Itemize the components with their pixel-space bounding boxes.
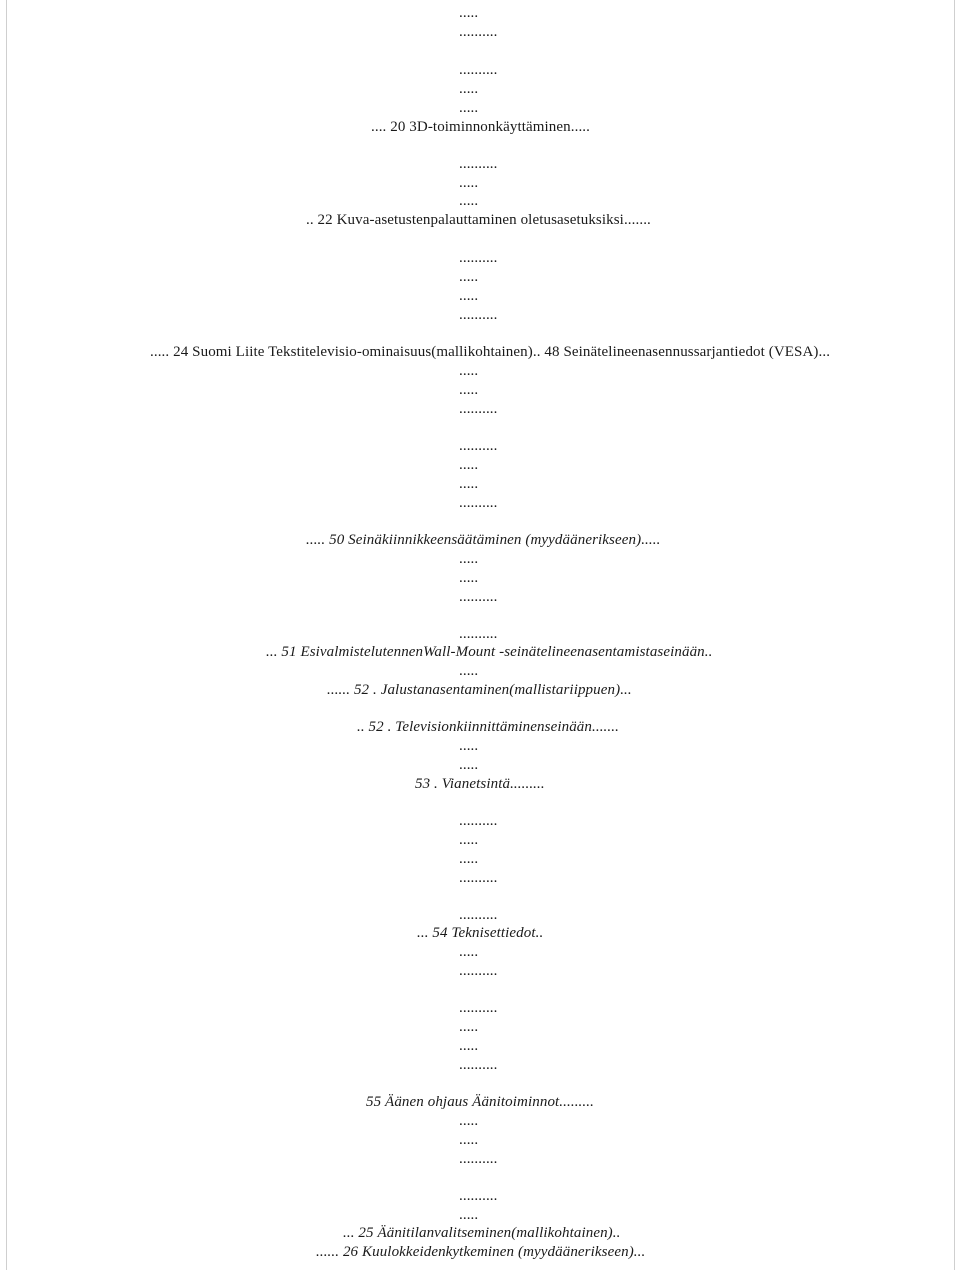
toc-line: .......... bbox=[459, 1000, 498, 1016]
toc-line: ..... bbox=[459, 175, 479, 191]
toc-line: ..... bbox=[459, 100, 479, 116]
toc-entry-aanitila: ... 25 Äänitilanvalitseminen(mallikohtainen).. bbox=[343, 1225, 621, 1241]
toc-line: ..... bbox=[459, 570, 479, 586]
toc-line: ..... bbox=[459, 5, 479, 21]
toc-line: ..... bbox=[459, 757, 479, 773]
toc-line: ..... bbox=[459, 1038, 479, 1054]
toc-line: ..... bbox=[459, 457, 479, 473]
toc-line: ..... bbox=[459, 1132, 479, 1148]
toc-entry-kuulokkeet: ...... 26 Kuulokkeidenkytkeminen (myydäänerikseen)... bbox=[316, 1244, 646, 1260]
toc-line: ..... bbox=[459, 851, 479, 867]
toc-line: .......... bbox=[459, 24, 498, 40]
toc-entry-tekniset: ... 54 Teknisettiedot.. bbox=[417, 925, 544, 941]
toc-line: ..... bbox=[459, 738, 479, 754]
toc-line: .......... bbox=[459, 250, 498, 266]
toc-entry-liite: ..... 24 Suomi Liite Tekstitelevisio-ominaisuus(mallikohtainen).. 48 Seinätelineenasennussarjantiedot (VESA)... bbox=[150, 344, 831, 360]
toc-line: ..... bbox=[459, 832, 479, 848]
toc-line: ..... bbox=[459, 81, 479, 97]
toc-line: .......... bbox=[459, 813, 498, 829]
toc-entry-kuva-asetukset: .. 22 Kuva-asetustenpalauttaminen oletusasetuksiksi....... bbox=[306, 212, 651, 228]
page-border-left bbox=[6, 0, 7, 1270]
toc-line: ..... bbox=[459, 1113, 479, 1129]
toc-entry-esivalmistelut: ... 51 EsivalmistelutennenWall-Mount -seinätelineenasentamistaseinään.. bbox=[266, 644, 713, 660]
toc-line: ..... bbox=[459, 382, 479, 398]
toc-line: ..... bbox=[459, 551, 479, 567]
toc-line: ..... bbox=[459, 288, 479, 304]
toc-entry-3d: .... 20 3D-toiminnonkäyttäminen..... bbox=[371, 119, 590, 135]
toc-line: .......... bbox=[459, 156, 498, 172]
toc-line: ..... bbox=[459, 363, 479, 379]
toc-line: .......... bbox=[459, 907, 498, 923]
toc-line: .......... bbox=[459, 1151, 498, 1167]
page-border-right bbox=[954, 0, 955, 1270]
toc-line: .......... bbox=[459, 1057, 498, 1073]
toc-line: ..... bbox=[459, 1019, 479, 1035]
toc-line: ..... bbox=[459, 1207, 479, 1223]
toc-line: ..... bbox=[459, 944, 479, 960]
toc-entry-seinakiinnitys: .. 52 . Televisionkiinnittäminenseinään....... bbox=[357, 719, 619, 735]
toc-entry-aanen-ohjaus: 55 Äänen ohjaus Äänitoiminnot......... bbox=[366, 1094, 594, 1110]
toc-line: .......... bbox=[459, 626, 498, 642]
toc-entry-jalusta: ...... 52 . Jalustanasentaminen(mallistariippuen)... bbox=[327, 682, 632, 698]
toc-line: ..... bbox=[459, 476, 479, 492]
toc-line: ..... bbox=[459, 193, 479, 209]
toc-line: .......... bbox=[459, 62, 498, 78]
toc-line: .......... bbox=[459, 307, 498, 323]
toc-line: .......... bbox=[459, 589, 498, 605]
toc-line: .......... bbox=[459, 870, 498, 886]
toc-entry-seinakiinnike: ..... 50 Seinäkiinnikkeensäätäminen (myydäänerikseen)..... bbox=[306, 532, 661, 548]
toc-line: ..... bbox=[459, 269, 479, 285]
toc-line: ..... bbox=[459, 663, 479, 679]
toc-line: .......... bbox=[459, 495, 498, 511]
toc-line: .......... bbox=[459, 1188, 498, 1204]
toc-line: .......... bbox=[459, 963, 498, 979]
toc-entry-vianetsinta: 53 . Vianetsintä......... bbox=[415, 776, 545, 792]
toc-line: .......... bbox=[459, 401, 498, 417]
toc-line: .......... bbox=[459, 438, 498, 454]
